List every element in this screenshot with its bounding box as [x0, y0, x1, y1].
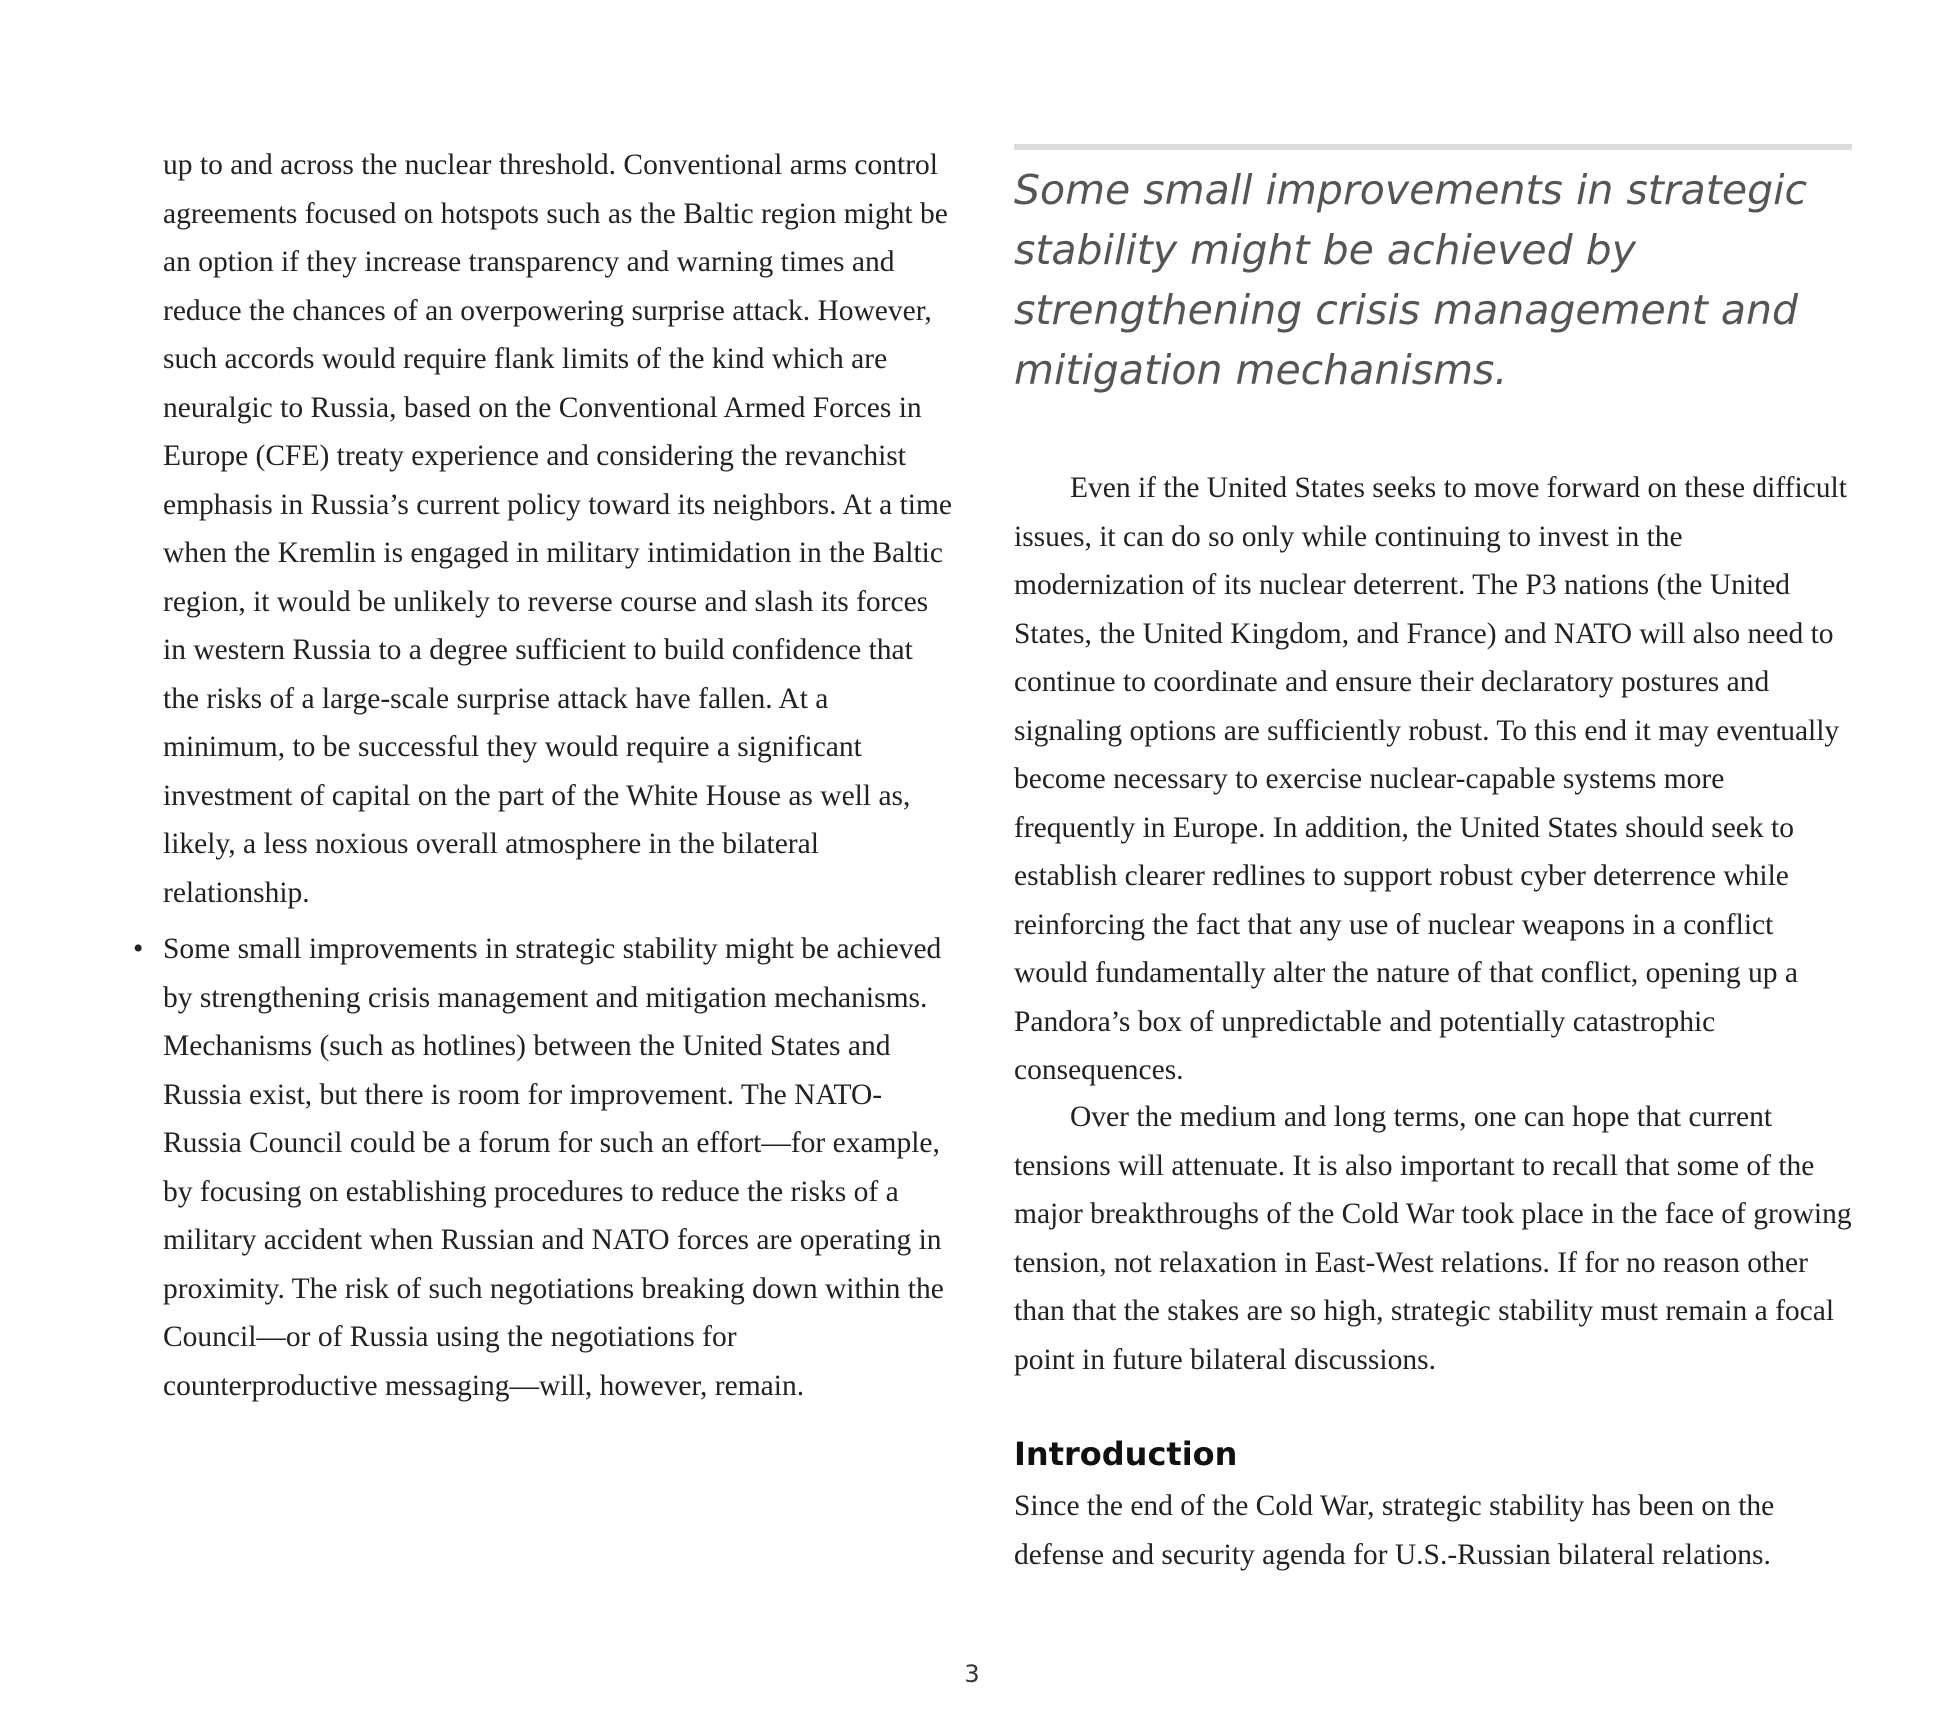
body-paragraph-3: Since the end of the Cold War, strategic stability has been on the defense and security agenda for U.S.-Russian bilateral relations.: [1014, 1490, 1775, 1571]
pull-quote-rule: [1014, 144, 1852, 150]
bullet-text: Some small improvements in strategic stability might be achieved by strengthening crisis management and mitigation mechanisms. Mechanisms (such as hotlines) between the United States and Russia exist, but there is room for improvement. The NATO-Russia Council could be a forum for such an effort—for example, by focusing on establishing procedures to reduce the risks of a military accident when Russian and NATO forces are operating in proximity. The risk of such negotiations breaking down within the Council—or of Russia using the negotiations for counterproductive messaging—will, however, remain.: [163, 933, 944, 1402]
continuation-paragraph: up to and across the nuclear threshold. Conventional arms control agreements focused on hotspots such as the Baltic region might be an option if they increase transparency and warning times and reduce the chances of an overpowering surprise attack. However, such accords would require flank limits of the kind which are neuralgic to Russia, based on the Conventional Armed Forces in Europe (CFE) treaty experience and considering the revanchist emphasis in Russia’s current policy toward its neighbors. At a time when the Kremlin is engaged in military intimidation in the Baltic region, it would be unlikely to reverse course and slash its forces in western Russia to a degree sufficient to build confidence that the risks of a large-scale surprise attack have fallen. At a minimum, to be successful they would require a significant investment of capital on the part of the White House as well as, likely, a less noxious overall atmosphere in the bilateral relationship.: [163, 149, 953, 909]
body-paragraph-1: Even if the United States seeks to move forward on these difficult issues, it can do so only while continuing to invest in the modernization of its nuclear deterrent. The P3 nations (the United States, the United Kingdom, and France) and NATO will also need to continue to coordinate and ensure their declaratory postures and signaling options are sufficiently robust. To this end it may eventually become necessary to exercise nuclear-capable systems more frequently in Europe. In addition, the United States should seek to establish clearer redlines to support robust cyber deterrence while reinforcing the fact that any use of nuclear weapons in a conflict would fundamentally alter the nature of that conflict, opening up a Pandora’s box of unpredictable and potentially catastrophic consequences.: [1014, 472, 1847, 1086]
bullet-list-item: [133, 925, 953, 1410]
section-heading-introduction: Introduction: [1014, 1435, 1238, 1473]
page-number: 3: [964, 1660, 980, 1688]
pull-quote: Some small improvements in strategic stability might be achieved by strengthening crisis management and mitigation mechanisms.: [1014, 166, 1808, 394]
bullet-marker: •: [133, 933, 144, 965]
body-paragraph-2: Over the medium and long terms, one can hope that current tensions will attenuate. It is also important to recall that some of the major breakthroughs of the Cold War took place in the face of growing tension, not relaxation in East-West relations. If for no reason other than that the stakes are so high, strategic stability must remain a focal point in future bilateral discussions.: [1014, 1101, 1852, 1376]
